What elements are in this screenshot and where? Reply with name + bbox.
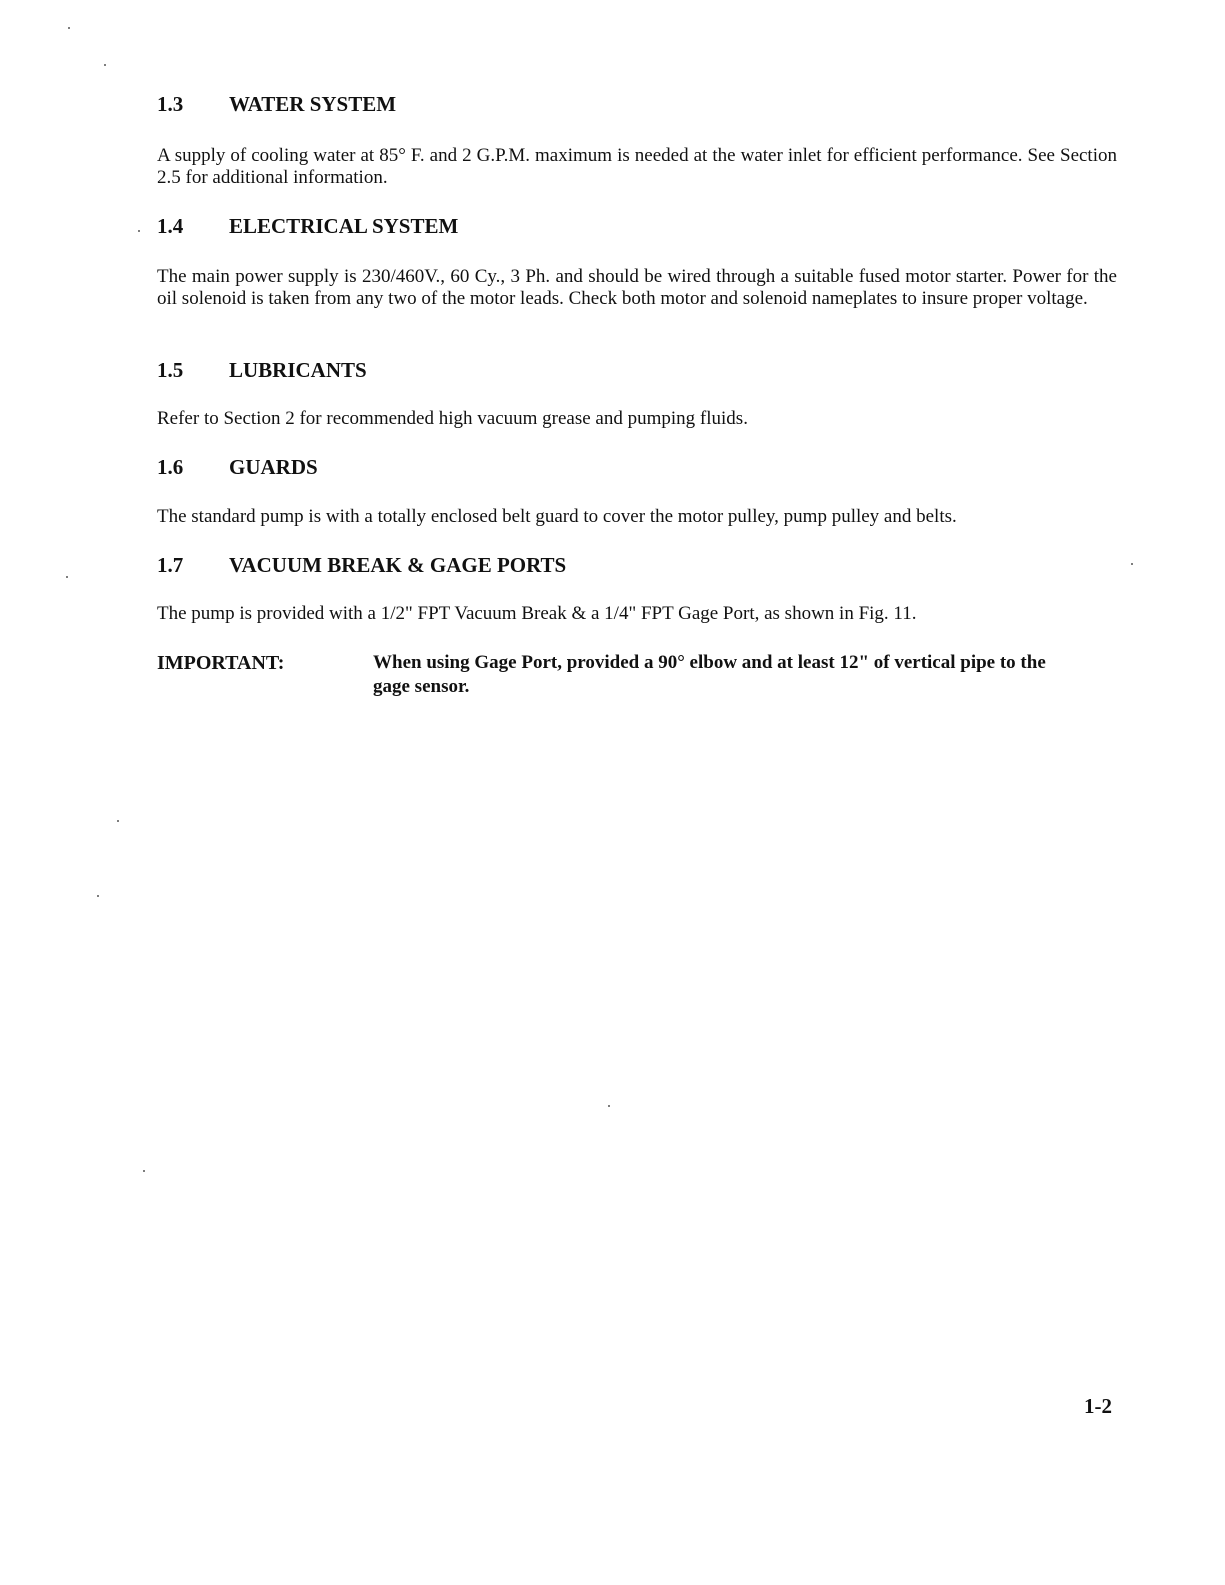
section-title: LUBRICANTS xyxy=(229,358,367,382)
scan-speck xyxy=(138,230,140,232)
important-text: When using Gage Port, provided a 90° elbow and at least 12" of vertical pipe to the gage sensor. xyxy=(373,652,1046,697)
section-body: The pump is provided with a 1/2" FPT Vacuum Break & a 1/4" FPT Gage Port, as shown in Fig. 11. xyxy=(157,603,917,624)
section-body: Refer to Section 2 for recommended high vacuum grease and pumping fluids. xyxy=(157,408,748,429)
section-number: 1.6 xyxy=(157,455,184,479)
section-vacuum-break-gage-ports xyxy=(157,553,1117,625)
important-label: IMPORTANT: xyxy=(157,652,285,674)
section-water-system xyxy=(157,92,1117,189)
scan-speck xyxy=(68,27,70,29)
section-number: 1.4 xyxy=(157,214,184,238)
section-number: 1.7 xyxy=(157,553,184,577)
section-number: 1.3 xyxy=(157,92,184,116)
section-number: 1.5 xyxy=(157,358,184,382)
section-heading xyxy=(157,214,1117,238)
scan-speck xyxy=(1131,563,1133,565)
section-body: The main power supply is 230/460V., 60 Cy., 3 Ph. and should be wired through a suitable fused motor starter. Power for the oil solenoid is taken from any two of the motor leads. Check both motor and solenoid nameplates to insure proper voltage. xyxy=(157,266,1117,309)
section-guards xyxy=(157,455,1117,528)
section-title: GUARDS xyxy=(229,455,318,479)
section-title: ELECTRICAL SYSTEM xyxy=(229,214,459,238)
scan-speck xyxy=(608,1105,610,1107)
section-electrical-system xyxy=(157,214,1117,310)
scan-speck xyxy=(97,895,99,897)
scan-speck xyxy=(66,576,68,578)
page-number: 1-2 xyxy=(1084,1394,1112,1418)
section-body: A supply of cooling water at 85° F. and 2 G.P.M. maximum is needed at the water inlet for efficient performance. See Section 2.5 for additional information. xyxy=(157,145,1117,188)
section-body: The standard pump is with a totally enclosed belt guard to cover the motor pulley, pump pulley and belts. xyxy=(157,506,957,527)
scan-speck xyxy=(143,1170,145,1172)
section-lubricants xyxy=(157,358,1117,430)
section-heading xyxy=(157,92,1117,116)
section-title: WATER SYSTEM xyxy=(229,92,397,116)
section-heading xyxy=(157,455,1117,479)
section-title: VACUUM BREAK & GAGE PORTS xyxy=(229,553,567,577)
section-heading xyxy=(157,553,1117,577)
section-heading xyxy=(157,358,1117,382)
scan-speck xyxy=(104,64,106,66)
scan-speck xyxy=(117,820,119,822)
